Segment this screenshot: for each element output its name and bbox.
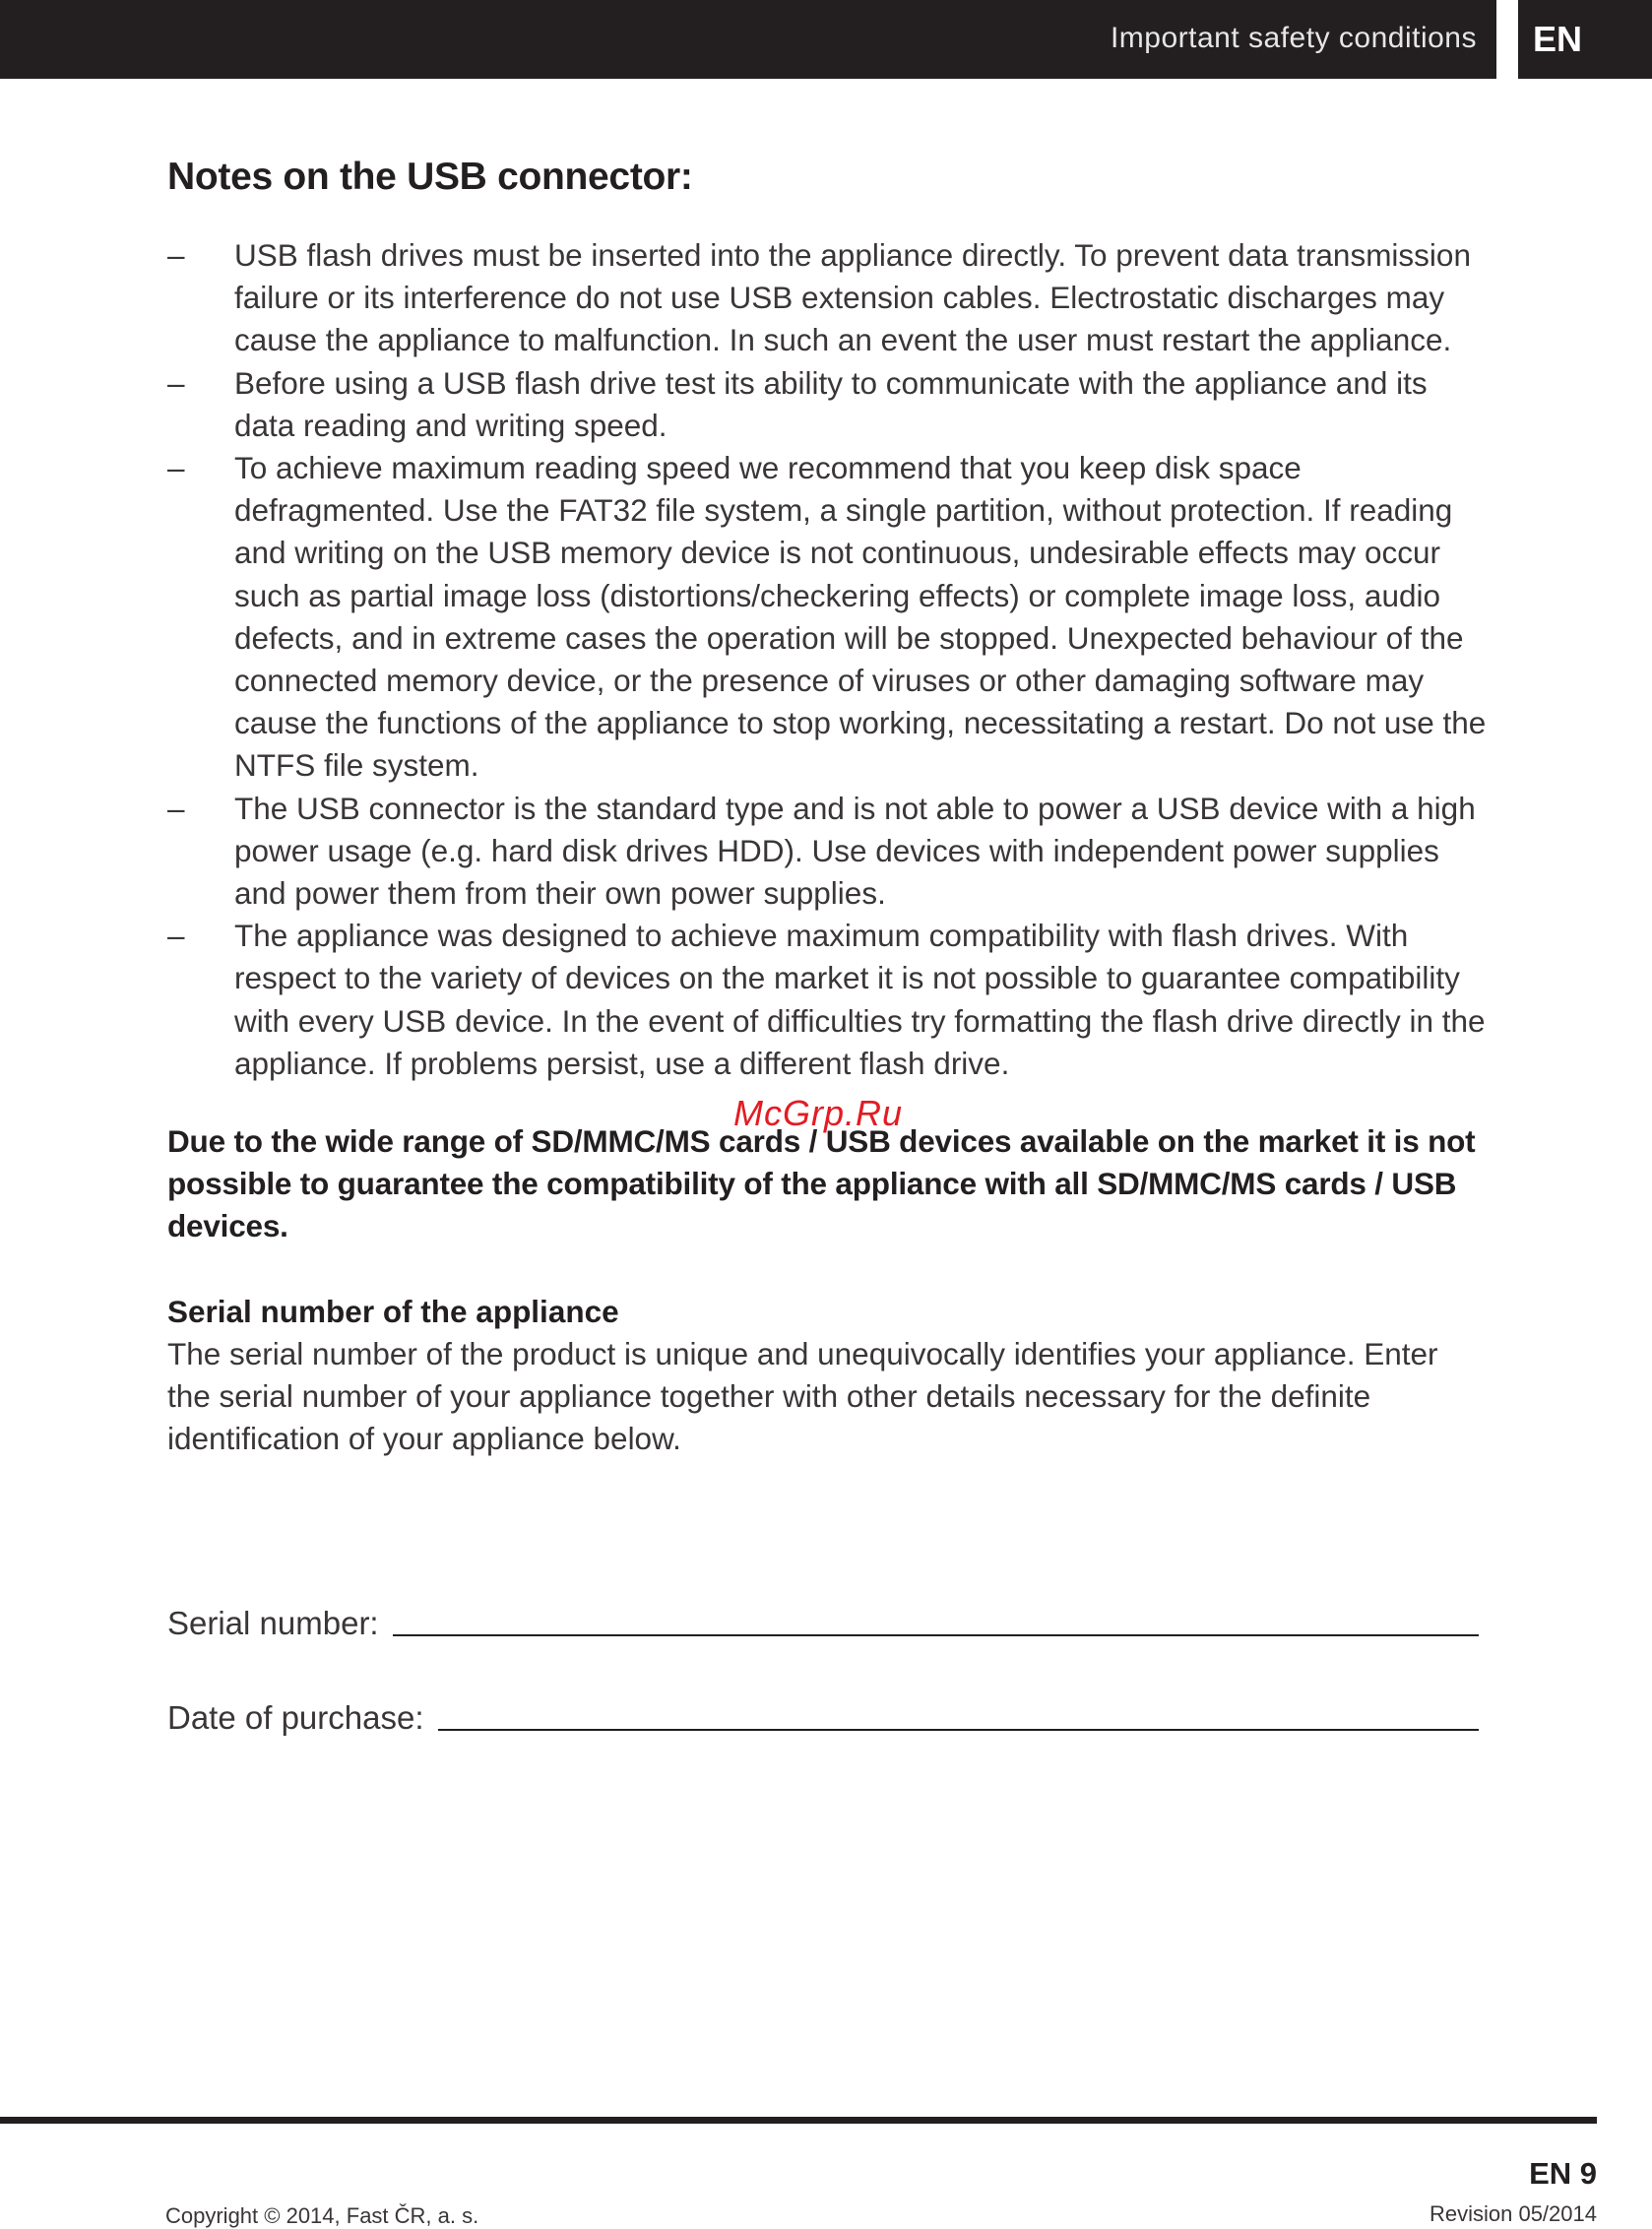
- list-item-text: To achieve maximum reading speed we recommend that you keep disk space defragmented. Use the FAT32 file system, a single partition, without protection. If reading and writing on the USB memory device is not continuous, undesirable effects may occur such as partial image loss (distortions/checkering effects) or complete image loss, audio defects, and in extreme cases the operation will be stopped. Unexpected behaviour of the connected memory device, or the presence of viruses or other damaging software may cause the functions of the appliance to stop working, necessitating a restart. Do not use the NTFS file system.: [234, 450, 1487, 784]
- list-item: [167, 362, 1487, 447]
- purchase-date-label: Date of purchase:: [167, 1699, 424, 1736]
- list-item: [167, 788, 1487, 916]
- page-number: EN 9: [1529, 2156, 1597, 2191]
- watermark: McGrp.Ru: [733, 1093, 904, 1133]
- list-item: [167, 234, 1487, 362]
- page-content: [167, 156, 1487, 1460]
- revision-label: Revision 05/2014: [1429, 2201, 1597, 2226]
- serial-number-row: [167, 1605, 1479, 1642]
- list-item-text: The USB connector is the standard type and is not able to power a USB device with a high power usage (e.g. hard disk drives HDD). Use devices with independent power supplies and power them from their own power supplies.: [234, 790, 1476, 912]
- list-item-text: Before using a USB flash drive test its ability to communicate with the appliance and its data reading and writing speed.: [234, 364, 1428, 443]
- list-item: [167, 447, 1487, 788]
- list-dash: –: [167, 450, 185, 486]
- usb-notes-list: [167, 234, 1487, 1085]
- serial-number-label: Serial number:: [167, 1605, 379, 1641]
- serial-number-field[interactable]: [393, 1632, 1479, 1636]
- list-item-text: USB flash drives must be inserted into the appliance directly. To prevent data transmission failure or its interference do not use USB extension cables. Electrostatic discharges may cause the appliance to malfunction. In such an event the user must restart the appliance.: [234, 237, 1471, 358]
- language-tab: EN: [1518, 0, 1652, 79]
- purchase-date-field[interactable]: [438, 1727, 1480, 1731]
- header-bar: [0, 0, 1496, 79]
- serial-heading: Serial number of the appliance: [167, 1293, 619, 1329]
- compatibility-warning: Due to the wide range of SD/MMC/MS cards / USB devices available on the market it is not possible to guarantee the compatibility of the appliance with all SD/MMC/MS cards / USB devices.: [167, 1123, 1476, 1244]
- serial-description: The serial number of the product is unique and unequivocally identifies your appliance. Enter the serial number of your appliance together with other details necessary for the definite identification of your appliance below.: [167, 1335, 1438, 1457]
- list-item: [167, 915, 1487, 1085]
- footer-rule: [0, 2117, 1597, 2124]
- copyright-text: Copyright © 2014, Fast ČR, a. s.: [165, 2203, 479, 2228]
- list-dash: –: [167, 364, 185, 401]
- header-title: Important safety conditions: [1110, 22, 1477, 54]
- list-item-text: The appliance was designed to achieve maximum compatibility with flash drives. With respect to the variety of devices on the market it is not possible to guarantee compatibility with every USB device. In the event of difficulties try formatting the flash drive directly in the appliance. If problems persist, use a different flash drive.: [234, 918, 1486, 1081]
- list-dash: –: [167, 237, 185, 273]
- list-dash: –: [167, 790, 185, 826]
- usb-notes-title: Notes on the USB connector:: [167, 156, 693, 198]
- purchase-date-row: [167, 1699, 1479, 1737]
- list-dash: –: [167, 918, 185, 954]
